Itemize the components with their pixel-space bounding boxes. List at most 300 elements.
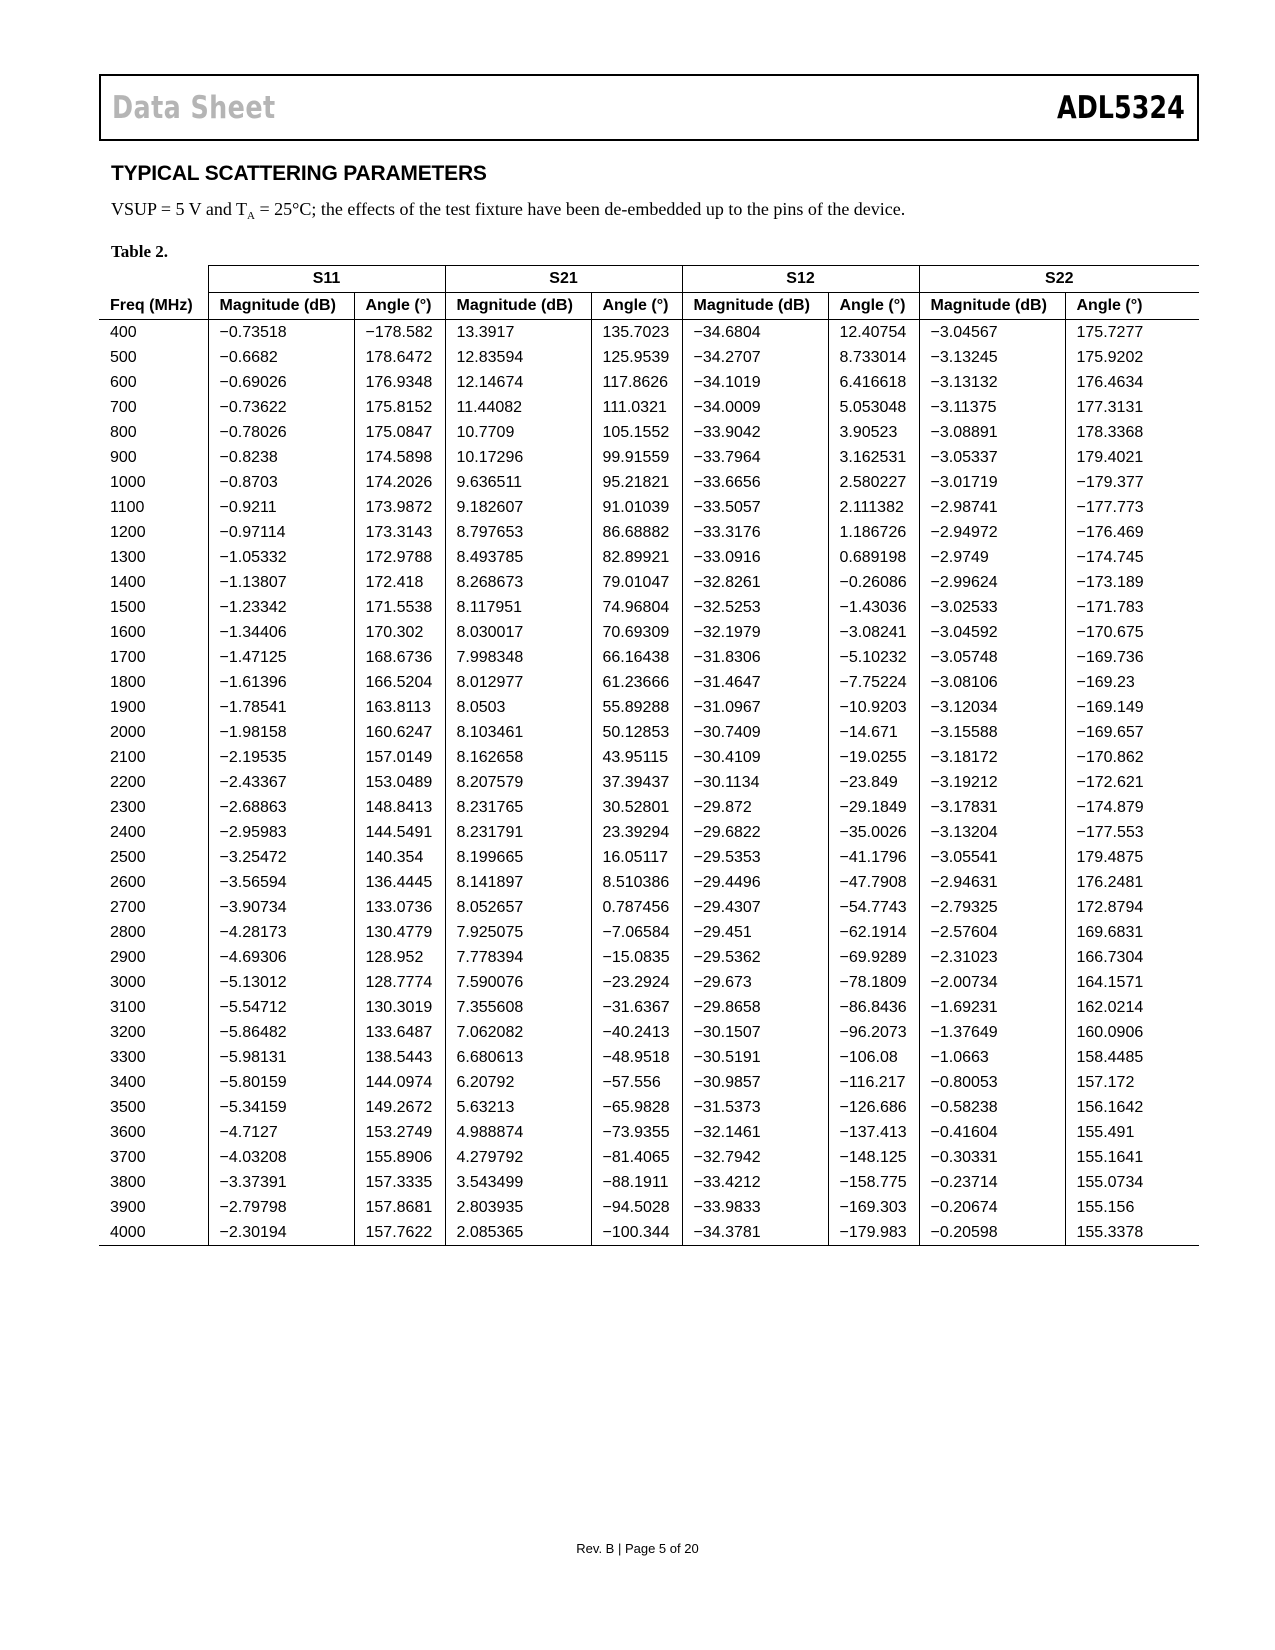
page-header bbox=[99, 74, 1199, 141]
cell-s21-magnitude: 8.493785 bbox=[445, 545, 591, 570]
cell-s21-angle: 91.01039 bbox=[591, 495, 682, 520]
cell-s21-angle: 37.39437 bbox=[591, 770, 682, 795]
cell-freq: 800 bbox=[110, 424, 137, 441]
cell-s11-magnitude: −0.8238 bbox=[208, 445, 354, 470]
cell-s12-angle: −106.08 bbox=[828, 1045, 919, 1070]
cell-s22-magnitude: −3.19212 bbox=[919, 770, 1065, 795]
cell-s12-angle: −3.08241 bbox=[828, 620, 919, 645]
cell-freq: 2800 bbox=[110, 924, 146, 941]
cell-s21-angle: −40.2413 bbox=[591, 1020, 682, 1045]
cell-s12-angle: 12.40754 bbox=[828, 320, 919, 346]
cell-s21-magnitude: 8.231791 bbox=[445, 820, 591, 845]
cell-s11-magnitude: −0.8703 bbox=[208, 470, 354, 495]
cell-s22-angle: −176.469 bbox=[1065, 520, 1199, 545]
cell-s22-angle: 166.7304 bbox=[1065, 945, 1199, 970]
cell-s22-magnitude: −3.04567 bbox=[919, 320, 1065, 346]
cell-freq: 600 bbox=[110, 374, 137, 391]
cell-s21-angle: −15.0835 bbox=[591, 945, 682, 970]
cell-s22-angle: −172.621 bbox=[1065, 770, 1199, 795]
cell-s22-magnitude: −0.20674 bbox=[919, 1195, 1065, 1220]
cell-s21-angle: −23.2924 bbox=[591, 970, 682, 995]
cell-s11-magnitude: −0.78026 bbox=[208, 420, 354, 445]
cell-s12-magnitude: −30.1507 bbox=[682, 1020, 828, 1045]
cell-freq: 1000 bbox=[110, 474, 146, 491]
column-header-freq: Freq (MHz) bbox=[99, 293, 208, 320]
cell-s22-angle: 176.4634 bbox=[1065, 370, 1199, 395]
cell-s11-angle: 149.2672 bbox=[354, 1095, 445, 1120]
cell-freq: 2200 bbox=[110, 774, 146, 791]
cell-s21-angle: 111.0321 bbox=[591, 395, 682, 420]
cell-s22-magnitude: −2.94972 bbox=[919, 520, 1065, 545]
cell-s12-magnitude: −34.0009 bbox=[682, 395, 828, 420]
cell-s21-magnitude: 8.052657 bbox=[445, 895, 591, 920]
cell-s11-angle: 175.8152 bbox=[354, 395, 445, 420]
table-row bbox=[99, 695, 1199, 720]
cell-s11-magnitude: −0.97114 bbox=[208, 520, 354, 545]
table-group-header-row bbox=[99, 266, 1199, 293]
cell-s22-angle: 179.4021 bbox=[1065, 445, 1199, 470]
cell-s22-angle: 155.156 bbox=[1065, 1195, 1199, 1220]
cell-s12-angle: −148.125 bbox=[828, 1145, 919, 1170]
table-row bbox=[99, 770, 1199, 795]
cell-s22-angle: 169.6831 bbox=[1065, 920, 1199, 945]
cell-freq: 1800 bbox=[110, 674, 146, 691]
cell-freq: 3400 bbox=[110, 1074, 146, 1091]
cell-s12-magnitude: −32.7942 bbox=[682, 1145, 828, 1170]
cell-s22-magnitude: −2.99624 bbox=[919, 570, 1065, 595]
group-header-s11: S11 bbox=[208, 266, 445, 293]
cell-s22-angle: 158.4485 bbox=[1065, 1045, 1199, 1070]
cell-s12-magnitude: −34.6804 bbox=[682, 320, 828, 346]
table-row bbox=[99, 745, 1199, 770]
cell-s12-angle: −14.671 bbox=[828, 720, 919, 745]
cell-s11-angle: 130.3019 bbox=[354, 995, 445, 1020]
cell-s12-angle: 1.186726 bbox=[828, 520, 919, 545]
cell-s22-magnitude: −0.41604 bbox=[919, 1120, 1065, 1145]
cell-s11-magnitude: −1.78541 bbox=[208, 695, 354, 720]
cell-s21-angle: 95.21821 bbox=[591, 470, 682, 495]
table-row bbox=[99, 1145, 1199, 1170]
cell-s21-magnitude: 8.207579 bbox=[445, 770, 591, 795]
cell-s22-magnitude: −3.01719 bbox=[919, 470, 1065, 495]
cell-s11-angle: 144.5491 bbox=[354, 820, 445, 845]
table-row bbox=[99, 1170, 1199, 1195]
cell-s21-angle: −88.1911 bbox=[591, 1170, 682, 1195]
cell-freq: 3300 bbox=[110, 1049, 146, 1066]
cell-s11-angle: 175.0847 bbox=[354, 420, 445, 445]
table-row bbox=[99, 1095, 1199, 1120]
cell-s21-angle: −65.9828 bbox=[591, 1095, 682, 1120]
cell-freq: 400 bbox=[110, 324, 137, 341]
cell-s12-angle: 0.689198 bbox=[828, 545, 919, 570]
cell-s12-magnitude: −30.1134 bbox=[682, 770, 828, 795]
cell-s12-magnitude: −31.8306 bbox=[682, 645, 828, 670]
table-body bbox=[99, 320, 1199, 1246]
cell-s21-angle: 66.16438 bbox=[591, 645, 682, 670]
group-header-s12: S12 bbox=[682, 266, 919, 293]
cell-s21-angle: 70.69309 bbox=[591, 620, 682, 645]
cell-s22-magnitude: −2.57604 bbox=[919, 920, 1065, 945]
cell-s11-angle: 128.952 bbox=[354, 945, 445, 970]
cell-s21-angle: 105.1552 bbox=[591, 420, 682, 445]
cell-s11-magnitude: −0.6682 bbox=[208, 345, 354, 370]
cell-s21-magnitude: 8.012977 bbox=[445, 670, 591, 695]
cell-s12-angle: −78.1809 bbox=[828, 970, 919, 995]
cell-s12-angle: −29.1849 bbox=[828, 795, 919, 820]
table-row bbox=[99, 920, 1199, 945]
cell-s21-angle: 0.787456 bbox=[591, 895, 682, 920]
cell-s11-angle: 157.0149 bbox=[354, 745, 445, 770]
cell-s12-magnitude: −29.4496 bbox=[682, 870, 828, 895]
cell-s12-angle: 5.053048 bbox=[828, 395, 919, 420]
cell-s12-angle: −169.303 bbox=[828, 1195, 919, 1220]
cell-freq: 1400 bbox=[110, 574, 146, 591]
cell-s21-magnitude: 8.199665 bbox=[445, 845, 591, 870]
cell-s21-angle: 8.510386 bbox=[591, 870, 682, 895]
cell-s11-magnitude: −0.9211 bbox=[208, 495, 354, 520]
cell-s11-magnitude: −3.90734 bbox=[208, 895, 354, 920]
cell-s21-angle: 135.7023 bbox=[591, 320, 682, 346]
cell-s12-magnitude: −30.5191 bbox=[682, 1045, 828, 1070]
cell-s22-magnitude: −0.30331 bbox=[919, 1145, 1065, 1170]
page-footer: Rev. B | Page 5 of 20 bbox=[576, 1541, 699, 1556]
header-doc-type: Data Sheet bbox=[112, 90, 276, 126]
cell-s22-angle: −170.862 bbox=[1065, 745, 1199, 770]
cell-s11-magnitude: −2.68863 bbox=[208, 795, 354, 820]
cell-s21-angle: 30.52801 bbox=[591, 795, 682, 820]
cell-s11-angle: 136.4445 bbox=[354, 870, 445, 895]
table-row bbox=[99, 445, 1199, 470]
cell-s21-magnitude: 13.3917 bbox=[445, 320, 591, 346]
cell-s21-angle: 79.01047 bbox=[591, 570, 682, 595]
cell-freq: 1300 bbox=[110, 549, 146, 566]
cell-s22-angle: 172.8794 bbox=[1065, 895, 1199, 920]
cell-s22-magnitude: −3.13132 bbox=[919, 370, 1065, 395]
cell-s12-magnitude: −29.5353 bbox=[682, 845, 828, 870]
cell-s11-magnitude: −0.69026 bbox=[208, 370, 354, 395]
cell-s11-magnitude: −2.19535 bbox=[208, 745, 354, 770]
cell-s21-angle: 50.12853 bbox=[591, 720, 682, 745]
cell-freq: 1500 bbox=[110, 599, 146, 616]
cell-s22-angle: −179.377 bbox=[1065, 470, 1199, 495]
cell-freq: 2500 bbox=[110, 849, 146, 866]
cell-s12-angle: 6.416618 bbox=[828, 370, 919, 395]
cell-s12-angle: −41.1796 bbox=[828, 845, 919, 870]
cell-s11-magnitude: −0.73622 bbox=[208, 395, 354, 420]
cell-s11-magnitude: −1.47125 bbox=[208, 645, 354, 670]
column-header-s21-magnitude: Magnitude (dB) bbox=[445, 293, 591, 320]
cell-s11-magnitude: −4.03208 bbox=[208, 1145, 354, 1170]
cell-s21-magnitude: 2.085365 bbox=[445, 1220, 591, 1246]
cell-s11-angle: 174.5898 bbox=[354, 445, 445, 470]
table-row bbox=[99, 620, 1199, 645]
cell-s11-angle: 133.0736 bbox=[354, 895, 445, 920]
table-row bbox=[99, 1045, 1199, 1070]
cell-s11-magnitude: −1.98158 bbox=[208, 720, 354, 745]
cell-s12-angle: 8.733014 bbox=[828, 345, 919, 370]
cell-s11-angle: 157.3335 bbox=[354, 1170, 445, 1195]
cell-freq: 2700 bbox=[110, 899, 146, 916]
cell-s12-magnitude: −30.9857 bbox=[682, 1070, 828, 1095]
cell-s12-magnitude: −30.7409 bbox=[682, 720, 828, 745]
cell-s11-magnitude: −1.34406 bbox=[208, 620, 354, 645]
cell-s21-angle: −48.9518 bbox=[591, 1045, 682, 1070]
cell-freq: 3900 bbox=[110, 1199, 146, 1216]
cell-s12-angle: −158.775 bbox=[828, 1170, 919, 1195]
cell-s22-angle: 176.2481 bbox=[1065, 870, 1199, 895]
cell-s22-magnitude: −2.31023 bbox=[919, 945, 1065, 970]
cell-s22-magnitude: −3.13204 bbox=[919, 820, 1065, 845]
cell-s21-magnitude: 7.062082 bbox=[445, 1020, 591, 1045]
table-row bbox=[99, 895, 1199, 920]
cell-s22-angle: 157.172 bbox=[1065, 1070, 1199, 1095]
cell-freq: 900 bbox=[110, 449, 137, 466]
cell-s21-magnitude: 4.279792 bbox=[445, 1145, 591, 1170]
cell-s22-magnitude: −0.80053 bbox=[919, 1070, 1065, 1095]
cell-s22-angle: −169.736 bbox=[1065, 645, 1199, 670]
cell-freq: 4000 bbox=[99, 1220, 208, 1246]
cell-s22-angle: −171.783 bbox=[1065, 595, 1199, 620]
cell-s12-angle: −137.413 bbox=[828, 1120, 919, 1145]
cell-s12-magnitude: −32.5253 bbox=[682, 595, 828, 620]
table-row bbox=[99, 945, 1199, 970]
cell-s21-angle: −73.9355 bbox=[591, 1120, 682, 1145]
cell-s12-angle: −179.983 bbox=[828, 1220, 919, 1246]
cell-s22-magnitude: −3.12034 bbox=[919, 695, 1065, 720]
cell-s21-magnitude: 7.778394 bbox=[445, 945, 591, 970]
cell-s22-angle: 155.0734 bbox=[1065, 1170, 1199, 1195]
column-header-s21-angle: Angle (°) bbox=[591, 293, 682, 320]
cell-s12-magnitude: −33.4212 bbox=[682, 1170, 828, 1195]
cell-s22-magnitude: −2.00734 bbox=[919, 970, 1065, 995]
cell-s22-magnitude: −3.05541 bbox=[919, 845, 1065, 870]
table-row bbox=[99, 545, 1199, 570]
table-row bbox=[99, 320, 1199, 346]
conditions-text-post: = 25°C; the effects of the test fixture have been de-embedded up to the pins of the device. bbox=[254, 199, 906, 219]
test-conditions bbox=[111, 199, 905, 222]
table-row bbox=[99, 370, 1199, 395]
scattering-parameters-table bbox=[99, 265, 1199, 1246]
table-row bbox=[99, 970, 1199, 995]
cell-s11-angle: 171.5538 bbox=[354, 595, 445, 620]
table-row bbox=[99, 495, 1199, 520]
cell-s22-angle: −169.149 bbox=[1065, 695, 1199, 720]
cell-s11-angle: −178.582 bbox=[354, 320, 445, 346]
cell-s11-magnitude: −3.56594 bbox=[208, 870, 354, 895]
cell-s21-angle: −100.344 bbox=[591, 1220, 682, 1246]
cell-s21-angle: 125.9539 bbox=[591, 345, 682, 370]
table-row bbox=[99, 420, 1199, 445]
cell-s22-angle: −169.657 bbox=[1065, 720, 1199, 745]
cell-s22-angle: 155.1641 bbox=[1065, 1145, 1199, 1170]
cell-s22-magnitude: −2.9749 bbox=[919, 545, 1065, 570]
cell-s21-magnitude: 2.803935 bbox=[445, 1195, 591, 1220]
cell-s11-angle: 133.6487 bbox=[354, 1020, 445, 1045]
group-header-s21: S21 bbox=[445, 266, 682, 293]
table-caption: Table 2. bbox=[111, 242, 169, 261]
cell-s21-magnitude: 6.20792 bbox=[445, 1070, 591, 1095]
cell-s12-angle: −1.43036 bbox=[828, 595, 919, 620]
cell-s12-angle: −5.10232 bbox=[828, 645, 919, 670]
cell-s22-magnitude: −3.08106 bbox=[919, 670, 1065, 695]
table-row bbox=[99, 720, 1199, 745]
table-row bbox=[99, 870, 1199, 895]
cell-s22-magnitude: −0.23714 bbox=[919, 1170, 1065, 1195]
cell-s21-magnitude: 6.680613 bbox=[445, 1045, 591, 1070]
cell-s11-angle: 130.4779 bbox=[354, 920, 445, 945]
conditions-subscript: A bbox=[247, 210, 255, 222]
cell-s21-angle: 61.23666 bbox=[591, 670, 682, 695]
table-row bbox=[99, 595, 1199, 620]
cell-s22-magnitude: −3.17831 bbox=[919, 795, 1065, 820]
cell-s21-magnitude: 9.182607 bbox=[445, 495, 591, 520]
cell-s21-angle: 82.89921 bbox=[591, 545, 682, 570]
table-row bbox=[99, 520, 1199, 545]
cell-s12-angle: −35.0026 bbox=[828, 820, 919, 845]
cell-s11-angle: 160.6247 bbox=[354, 720, 445, 745]
cell-s22-angle: 175.7277 bbox=[1065, 320, 1199, 346]
cell-s11-angle: 128.7774 bbox=[354, 970, 445, 995]
table-row bbox=[99, 645, 1199, 670]
cell-s12-angle: −126.686 bbox=[828, 1095, 919, 1120]
cell-s21-angle: 86.68882 bbox=[591, 520, 682, 545]
cell-s11-angle: 155.8906 bbox=[354, 1145, 445, 1170]
cell-s12-magnitude: −31.0967 bbox=[682, 695, 828, 720]
cell-freq: 3600 bbox=[110, 1124, 146, 1141]
cell-s11-magnitude: −1.13807 bbox=[208, 570, 354, 595]
cell-s12-angle: 3.90523 bbox=[828, 420, 919, 445]
cell-s11-magnitude: −1.61396 bbox=[208, 670, 354, 695]
cell-s11-magnitude: −5.54712 bbox=[208, 995, 354, 1020]
cell-s12-magnitude: −29.8658 bbox=[682, 995, 828, 1020]
cell-s12-magnitude: −31.4647 bbox=[682, 670, 828, 695]
cell-s22-angle: 175.9202 bbox=[1065, 345, 1199, 370]
cell-s12-magnitude: −33.3176 bbox=[682, 520, 828, 545]
cell-s22-magnitude: −3.18172 bbox=[919, 745, 1065, 770]
cell-s21-magnitude: 8.231765 bbox=[445, 795, 591, 820]
cell-s21-magnitude: 8.030017 bbox=[445, 620, 591, 645]
cell-s11-magnitude: −2.43367 bbox=[208, 770, 354, 795]
cell-s22-magnitude: −3.08891 bbox=[919, 420, 1065, 445]
cell-s11-magnitude: −5.34159 bbox=[208, 1095, 354, 1120]
cell-s21-angle: 55.89288 bbox=[591, 695, 682, 720]
table-row bbox=[99, 1020, 1199, 1045]
cell-s12-magnitude: −33.9833 bbox=[682, 1195, 828, 1220]
cell-s22-magnitude: −1.0663 bbox=[919, 1045, 1065, 1070]
cell-s21-magnitude: 8.141897 bbox=[445, 870, 591, 895]
cell-s11-magnitude: −4.69306 bbox=[208, 945, 354, 970]
cell-s12-magnitude: −32.8261 bbox=[682, 570, 828, 595]
cell-s21-magnitude: 7.590076 bbox=[445, 970, 591, 995]
cell-s11-angle: 168.6736 bbox=[354, 645, 445, 670]
column-header-s22-magnitude: Magnitude (dB) bbox=[919, 293, 1065, 320]
cell-s12-magnitude: −29.673 bbox=[682, 970, 828, 995]
conditions-text-pre: VSUP = 5 V and T bbox=[111, 199, 248, 219]
cell-s11-angle: 138.5443 bbox=[354, 1045, 445, 1070]
table-row bbox=[99, 1120, 1199, 1145]
cell-s11-magnitude: −2.79798 bbox=[208, 1195, 354, 1220]
cell-s11-magnitude: −3.25472 bbox=[208, 845, 354, 870]
cell-s11-angle: 153.0489 bbox=[354, 770, 445, 795]
table-row bbox=[99, 570, 1199, 595]
cell-s12-magnitude: −33.6656 bbox=[682, 470, 828, 495]
table-row bbox=[99, 345, 1199, 370]
cell-s12-angle: −19.0255 bbox=[828, 745, 919, 770]
table-row bbox=[99, 1070, 1199, 1095]
cell-s12-magnitude: −30.4109 bbox=[682, 745, 828, 770]
cell-s11-magnitude: −4.7127 bbox=[208, 1120, 354, 1145]
cell-s22-angle: 178.3368 bbox=[1065, 420, 1199, 445]
group-header-s22: S22 bbox=[919, 266, 1199, 293]
cell-s22-magnitude: −1.37649 bbox=[919, 1020, 1065, 1045]
cell-s11-magnitude: −3.37391 bbox=[208, 1170, 354, 1195]
cell-s22-angle: −177.553 bbox=[1065, 820, 1199, 845]
cell-s11-angle: 173.3143 bbox=[354, 520, 445, 545]
cell-s22-magnitude: −3.05748 bbox=[919, 645, 1065, 670]
cell-s22-angle: 155.3378 bbox=[1065, 1220, 1199, 1246]
cell-s22-magnitude: −0.58238 bbox=[919, 1095, 1065, 1120]
cell-s12-magnitude: −29.6822 bbox=[682, 820, 828, 845]
cell-freq: 2000 bbox=[110, 724, 146, 741]
cell-s21-magnitude: 5.63213 bbox=[445, 1095, 591, 1120]
cell-freq: 2900 bbox=[110, 949, 146, 966]
cell-s11-angle: 178.6472 bbox=[354, 345, 445, 370]
cell-freq: 3100 bbox=[110, 999, 146, 1016]
cell-s21-magnitude: 12.83594 bbox=[445, 345, 591, 370]
cell-freq: 2100 bbox=[110, 749, 146, 766]
cell-freq: 3200 bbox=[110, 1024, 146, 1041]
table-column-header-row bbox=[99, 293, 1199, 320]
cell-s22-angle: 179.4875 bbox=[1065, 845, 1199, 870]
cell-s12-magnitude: −33.7964 bbox=[682, 445, 828, 470]
cell-s22-angle: 177.3131 bbox=[1065, 395, 1199, 420]
table-row bbox=[99, 470, 1199, 495]
cell-s11-magnitude: −5.98131 bbox=[208, 1045, 354, 1070]
cell-s11-angle: 166.5204 bbox=[354, 670, 445, 695]
cell-s12-magnitude: −31.5373 bbox=[682, 1095, 828, 1120]
cell-s22-angle: 156.1642 bbox=[1065, 1095, 1199, 1120]
cell-s22-angle: 164.1571 bbox=[1065, 970, 1199, 995]
cell-s11-magnitude: −2.95983 bbox=[208, 820, 354, 845]
cell-s21-angle: −57.556 bbox=[591, 1070, 682, 1095]
cell-s21-magnitude: 7.998348 bbox=[445, 645, 591, 670]
cell-s21-magnitude: 8.0503 bbox=[445, 695, 591, 720]
cell-s11-magnitude: −1.23342 bbox=[208, 595, 354, 620]
cell-s21-magnitude: 8.103461 bbox=[445, 720, 591, 745]
cell-s21-angle: 23.39294 bbox=[591, 820, 682, 845]
table-row bbox=[99, 795, 1199, 820]
cell-s22-angle: −174.745 bbox=[1065, 545, 1199, 570]
cell-s22-magnitude: −0.20598 bbox=[919, 1220, 1065, 1246]
header-part-number: ADL5324 bbox=[1057, 90, 1185, 126]
table-row bbox=[99, 670, 1199, 695]
cell-s12-magnitude: −29.451 bbox=[682, 920, 828, 945]
group-header-blank bbox=[99, 266, 208, 293]
cell-freq: 2300 bbox=[110, 799, 146, 816]
cell-s12-angle: 3.162531 bbox=[828, 445, 919, 470]
cell-s12-magnitude: −33.0916 bbox=[682, 545, 828, 570]
cell-s11-angle: 172.9788 bbox=[354, 545, 445, 570]
column-header-s12-angle: Angle (°) bbox=[828, 293, 919, 320]
cell-s21-magnitude: 7.925075 bbox=[445, 920, 591, 945]
cell-s21-angle: 117.8626 bbox=[591, 370, 682, 395]
cell-freq: 3500 bbox=[110, 1099, 146, 1116]
cell-freq: 700 bbox=[110, 399, 137, 416]
cell-s11-angle: 148.8413 bbox=[354, 795, 445, 820]
cell-s11-angle: 144.0974 bbox=[354, 1070, 445, 1095]
cell-s21-angle: −94.5028 bbox=[591, 1195, 682, 1220]
cell-s12-magnitude: −34.3781 bbox=[682, 1220, 828, 1246]
